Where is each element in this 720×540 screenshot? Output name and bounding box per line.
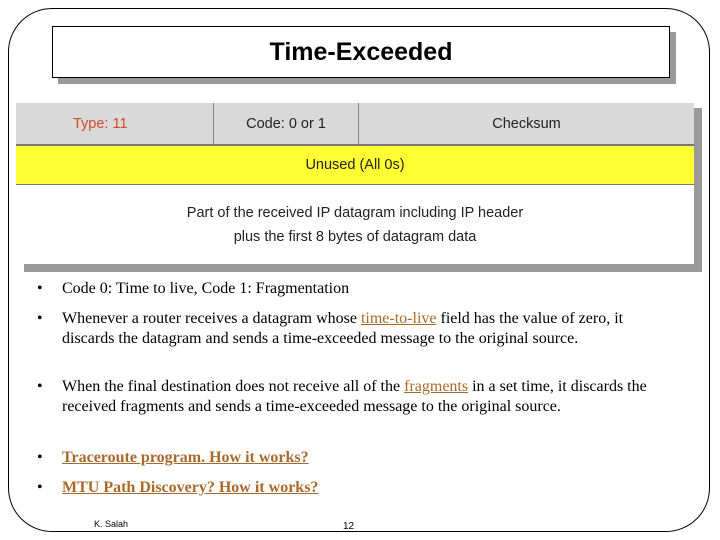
- bullet-text: Whenever a router receives a datagram whose time-to-live field has the value of zero, it discards the datagram and sends a time-exceeded message to the original source.: [62, 310, 624, 347]
- bullet-dot-icon: •: [37, 280, 43, 297]
- bullet-text: Code 0: Time to live, Code 1: Fragmentation: [62, 280, 350, 297]
- data-field: [16, 185, 694, 264]
- bullet-text: When the final destination does not receive all of the fragments in a set time, it discards the received fragments and sends a time-exceeded message to the original source.: [62, 378, 647, 415]
- packet-header-row: [16, 103, 694, 145]
- data-row: [16, 185, 694, 264]
- packet-diagram: [16, 100, 694, 264]
- bullet-text-traceroute: Traceroute program. How it works?: [62, 449, 309, 466]
- data-line-1: Part of the received IP datagram including IP header: [186, 204, 524, 221]
- footer-author: K. Salah: [94, 519, 129, 529]
- bullet-dot-icon: •: [37, 378, 43, 395]
- checksum-field: Checksum: [492, 115, 561, 132]
- bullet-dot-icon: •: [37, 479, 43, 496]
- unused-field: Unused (All 0s): [305, 157, 405, 173]
- title-box: [52, 26, 670, 78]
- bullet-dot-icon: •: [37, 449, 43, 466]
- page-number: 12: [343, 521, 355, 532]
- type-field: Type: 11: [16, 103, 214, 144]
- bullet-dot-icon: •: [37, 310, 43, 327]
- highlight-time-to-live: time-to-live: [360, 310, 437, 327]
- highlight-fragments: fragments: [404, 378, 469, 395]
- unused-row: [16, 145, 694, 185]
- page-title: Time-Exceeded: [269, 37, 453, 66]
- bullet-text-mtu: MTU Path Discovery? How it works?: [62, 479, 319, 496]
- code-field: Code: 0 or 1: [214, 103, 359, 144]
- data-line-2: plus the first 8 bytes of datagram data: [233, 228, 477, 245]
